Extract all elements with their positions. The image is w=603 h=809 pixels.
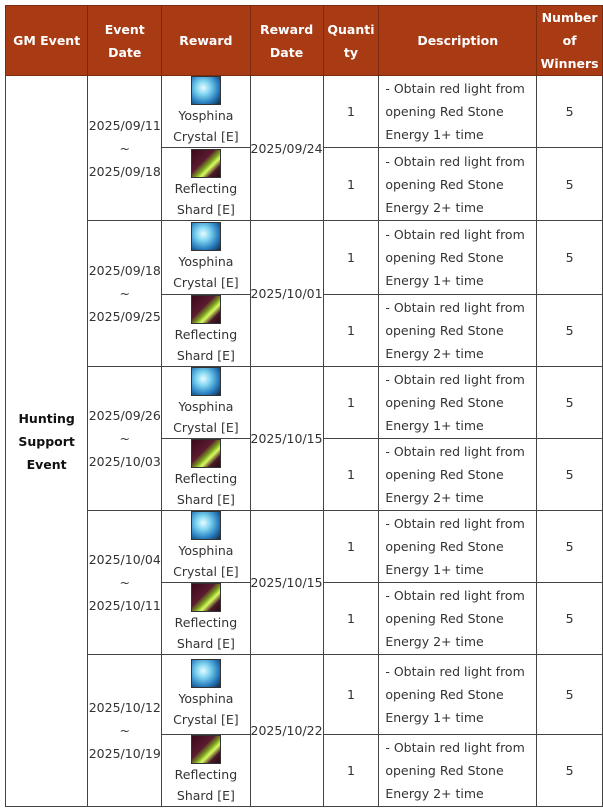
shard-icon [191,149,221,178]
winners: 5 [537,583,603,655]
description: - Obtain red light from opening Red Stone Energy 1+ time [379,221,537,295]
quantity: 1 [323,439,379,511]
table-row [6,76,603,148]
winners: 5 [537,76,603,148]
crystal-icon [191,511,221,540]
header-event-date: Event Date [88,6,162,76]
crystal-icon [191,659,221,688]
crystal-icon [191,222,221,251]
reward-label: Reflecting Shard [E] [174,767,238,803]
reward-date: 2025/09/24 [250,76,323,221]
reward-label: Yosphina Crystal [E] [173,108,239,144]
table-row [6,655,603,735]
crystal-icon [191,367,221,396]
description: - Obtain red light from opening Red Stone Energy 2+ time [379,735,537,807]
reward-item [162,149,249,220]
event-date: 2025/10/04 ~ 2025/10/11 [88,511,162,655]
quantity: 1 [323,367,379,439]
reward-label: Yosphina Crystal [E] [173,691,239,727]
description: - Obtain red light from opening Red Stone Energy 1+ time [379,76,537,148]
reward-item [162,76,249,147]
reward-cell [162,295,250,367]
quantity: 1 [323,148,379,221]
event-table [5,5,603,807]
description: - Obtain red light from opening Red Stone Energy 1+ time [379,511,537,583]
reward-item [162,583,249,654]
quantity: 1 [323,295,379,367]
description: - Obtain red light from opening Red Stone Energy 2+ time [379,148,537,221]
quantity: 1 [323,76,379,148]
description: - Obtain red light from opening Red Stone Energy 2+ time [379,439,537,511]
header-row [6,6,603,76]
reward-date: 2025/10/15 [250,511,323,655]
reward-cell [162,221,250,295]
description: - Obtain red light from opening Red Stone Energy 1+ time [379,367,537,439]
event-date: 2025/09/18 ~ 2025/09/25 [88,221,162,367]
winners: 5 [537,148,603,221]
table-row [6,511,603,583]
reward-item [162,659,249,730]
table-row [6,367,603,439]
table-body [6,76,603,807]
reward-cell [162,148,250,221]
quantity: 1 [323,221,379,295]
description: - Obtain red light from opening Red Stone Energy 1+ time [379,655,537,735]
table-row [6,221,603,295]
reward-date: 2025/10/22 [250,655,323,807]
winners: 5 [537,221,603,295]
winners: 5 [537,439,603,511]
reward-label: Reflecting Shard [E] [174,327,238,363]
reward-date: 2025/10/01 [250,221,323,367]
reward-item [162,735,249,806]
description: - Obtain red light from opening Red Stone Energy 2+ time [379,295,537,367]
reward-cell [162,439,250,511]
winners: 5 [537,735,603,807]
reward-item [162,295,249,366]
shard-icon [191,583,221,612]
reward-item [162,222,249,293]
event-date: 2025/09/26 ~ 2025/10/03 [88,367,162,511]
quantity: 1 [323,583,379,655]
reward-label: Reflecting Shard [E] [174,615,238,651]
reward-cell [162,735,250,807]
shard-icon [191,439,221,468]
reward-cell [162,76,250,148]
reward-label: Yosphina Crystal [E] [173,543,239,579]
reward-label: Yosphina Crystal [E] [173,399,239,435]
event-date: 2025/10/12 ~ 2025/10/19 [88,655,162,807]
shard-icon [191,295,221,324]
shard-icon [191,735,221,764]
description: - Obtain red light from opening Red Stone Energy 2+ time [379,583,537,655]
reward-label: Yosphina Crystal [E] [173,254,239,290]
reward-item [162,367,249,438]
reward-cell [162,511,250,583]
reward-cell [162,655,250,735]
reward-item [162,439,249,510]
winners: 5 [537,367,603,439]
reward-label: Reflecting Shard [E] [174,180,238,217]
winners: 5 [537,295,603,367]
reward-label: Reflecting Shard [E] [174,471,238,507]
quantity: 1 [323,735,379,807]
crystal-icon [191,76,221,105]
quantity: 1 [323,511,379,583]
header-reward: Reward [162,6,250,76]
header-description: Description [379,6,537,76]
quantity: 1 [323,655,379,735]
header-winners: Number of Winners [537,6,603,76]
gm-event-name: Hunting Support Event [6,76,88,807]
winners: 5 [537,655,603,735]
reward-item [162,511,249,582]
reward-date: 2025/10/15 [250,367,323,511]
header-gm-event: GM Event [6,6,88,76]
reward-cell [162,367,250,439]
event-date: 2025/09/11 ~ 2025/09/18 [88,76,162,221]
reward-cell [162,583,250,655]
header-reward-date: Reward Date [250,6,323,76]
header-quantity: Quanti ty [323,6,379,76]
winners: 5 [537,511,603,583]
